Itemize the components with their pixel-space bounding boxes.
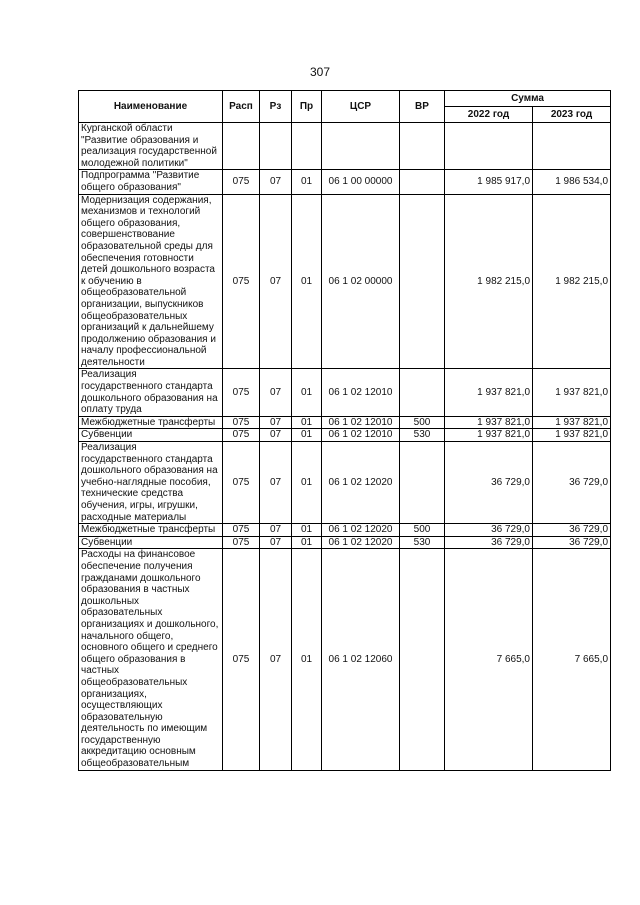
cell-2022: 1 982 215,0 (445, 194, 533, 369)
cell-pr: 01 (292, 524, 322, 537)
table-row (79, 194, 611, 369)
cell-rz: 07 (260, 416, 292, 429)
cell-csr: 06 1 02 12010 (322, 429, 400, 442)
cell-2023: 36 729,0 (533, 524, 611, 537)
cell-2022: 36 729,0 (445, 524, 533, 537)
cell-rz: 07 (260, 369, 292, 416)
cell-2023: 1 986 534,0 (533, 170, 611, 194)
cell-name: Субвенции (79, 429, 223, 442)
header-sum: Сумма (445, 91, 611, 107)
cell-pr: 01 (292, 369, 322, 416)
cell-rz: 07 (260, 536, 292, 549)
table-row (79, 524, 611, 537)
cell-csr: 06 1 02 12020 (322, 536, 400, 549)
cell-pr: 01 (292, 429, 322, 442)
cell-vr (400, 442, 445, 524)
header-csr: ЦСР (322, 91, 400, 123)
cell-rasp (223, 123, 260, 170)
cell-2023: 1 982 215,0 (533, 194, 611, 369)
cell-name: Курганской области "Развитие образования и реализация государственной молодежной политики" (79, 123, 223, 170)
cell-vr: 500 (400, 524, 445, 537)
cell-name: Межбюджетные трансферты (79, 416, 223, 429)
cell-rz: 07 (260, 524, 292, 537)
cell-vr (400, 123, 445, 170)
cell-csr: 06 1 02 12060 (322, 549, 400, 770)
cell-pr: 01 (292, 170, 322, 194)
cell-rz: 07 (260, 549, 292, 770)
header-year-2023: 2023 год (533, 107, 611, 123)
table-row (79, 123, 611, 170)
cell-pr: 01 (292, 442, 322, 524)
header-pr: Пр (292, 91, 322, 123)
cell-csr: 06 1 02 12010 (322, 416, 400, 429)
cell-csr (322, 123, 400, 170)
cell-2023: 1 937 821,0 (533, 369, 611, 416)
cell-2023: 36 729,0 (533, 536, 611, 549)
cell-rasp: 075 (223, 416, 260, 429)
cell-rz: 07 (260, 194, 292, 369)
cell-name: Субвенции (79, 536, 223, 549)
table-row (79, 549, 611, 770)
header-rasp: Расп (223, 91, 260, 123)
header-row (79, 91, 611, 107)
table-row (79, 442, 611, 524)
cell-rasp: 075 (223, 536, 260, 549)
table-header (79, 91, 611, 123)
table-row (79, 170, 611, 194)
cell-2022: 36 729,0 (445, 536, 533, 549)
cell-vr: 500 (400, 416, 445, 429)
table-row (79, 416, 611, 429)
cell-rasp: 075 (223, 194, 260, 369)
cell-rasp: 075 (223, 549, 260, 770)
header-rz: Рз (260, 91, 292, 123)
cell-rz: 07 (260, 442, 292, 524)
header-vr: ВР (400, 91, 445, 123)
cell-name: Модернизация содержания, механизмов и технологий общего образования, совершенствование образовательной среды для обеспечения готовности детей дошкольного возраста к обучению в общеобразовательной организации, выпускников общеобразовательных организаций к дальнейшему продолжению образования и началу профессиональной деятельности (79, 194, 223, 369)
cell-vr: 530 (400, 429, 445, 442)
cell-rasp: 075 (223, 524, 260, 537)
cell-vr: 530 (400, 536, 445, 549)
table-row (79, 369, 611, 416)
table-row (79, 429, 611, 442)
cell-name: Расходы на финансовое обеспечение получения гражданами дошкольного образования в частных дошкольных образовательных организациях и дошкольного, начального общего, основного общего и среднего общего образования в частных общеобразовательных организациях, осуществляющих образовательную деятельность по имеющим государственную аккредитацию основным общеобразовательным (79, 549, 223, 770)
cell-rasp: 075 (223, 170, 260, 194)
cell-2022: 1 937 821,0 (445, 416, 533, 429)
cell-2022: 1 937 821,0 (445, 429, 533, 442)
cell-2022: 1 985 917,0 (445, 170, 533, 194)
cell-2022: 1 937 821,0 (445, 369, 533, 416)
cell-2023: 7 665,0 (533, 549, 611, 770)
cell-pr: 01 (292, 194, 322, 369)
cell-2022: 7 665,0 (445, 549, 533, 770)
cell-2023: 1 937 821,0 (533, 416, 611, 429)
cell-2023 (533, 123, 611, 170)
cell-2023: 36 729,0 (533, 442, 611, 524)
header-year-2022: 2022 год (445, 107, 533, 123)
cell-pr: 01 (292, 536, 322, 549)
header-name: Наименование (79, 91, 223, 123)
cell-rasp: 075 (223, 429, 260, 442)
cell-pr: 01 (292, 549, 322, 770)
cell-name: Реализация государственного стандарта дошкольного образования на учебно-наглядные пособия, технические средства обучения, игры, игрушки, расходные материалы (79, 442, 223, 524)
cell-vr (400, 549, 445, 770)
cell-vr (400, 194, 445, 369)
cell-csr: 06 1 02 00000 (322, 194, 400, 369)
cell-name: Подпрограмма "Развитие общего образования" (79, 170, 223, 194)
cell-2022: 36 729,0 (445, 442, 533, 524)
cell-csr: 06 1 00 00000 (322, 170, 400, 194)
cell-rz (260, 123, 292, 170)
cell-rasp: 075 (223, 369, 260, 416)
budget-table (78, 90, 611, 771)
cell-csr: 06 1 02 12020 (322, 442, 400, 524)
cell-csr: 06 1 02 12020 (322, 524, 400, 537)
cell-2022 (445, 123, 533, 170)
cell-name: Реализация государственного стандарта дошкольного образования на оплату труда (79, 369, 223, 416)
cell-pr: 01 (292, 416, 322, 429)
table-row (79, 536, 611, 549)
page-number: 307 (309, 65, 331, 79)
table-body (79, 123, 611, 771)
cell-rasp: 075 (223, 442, 260, 524)
cell-name: Межбюджетные трансферты (79, 524, 223, 537)
cell-rz: 07 (260, 170, 292, 194)
cell-csr: 06 1 02 12010 (322, 369, 400, 416)
cell-pr (292, 123, 322, 170)
cell-vr (400, 170, 445, 194)
cell-rz: 07 (260, 429, 292, 442)
cell-2023: 1 937 821,0 (533, 429, 611, 442)
cell-vr (400, 369, 445, 416)
